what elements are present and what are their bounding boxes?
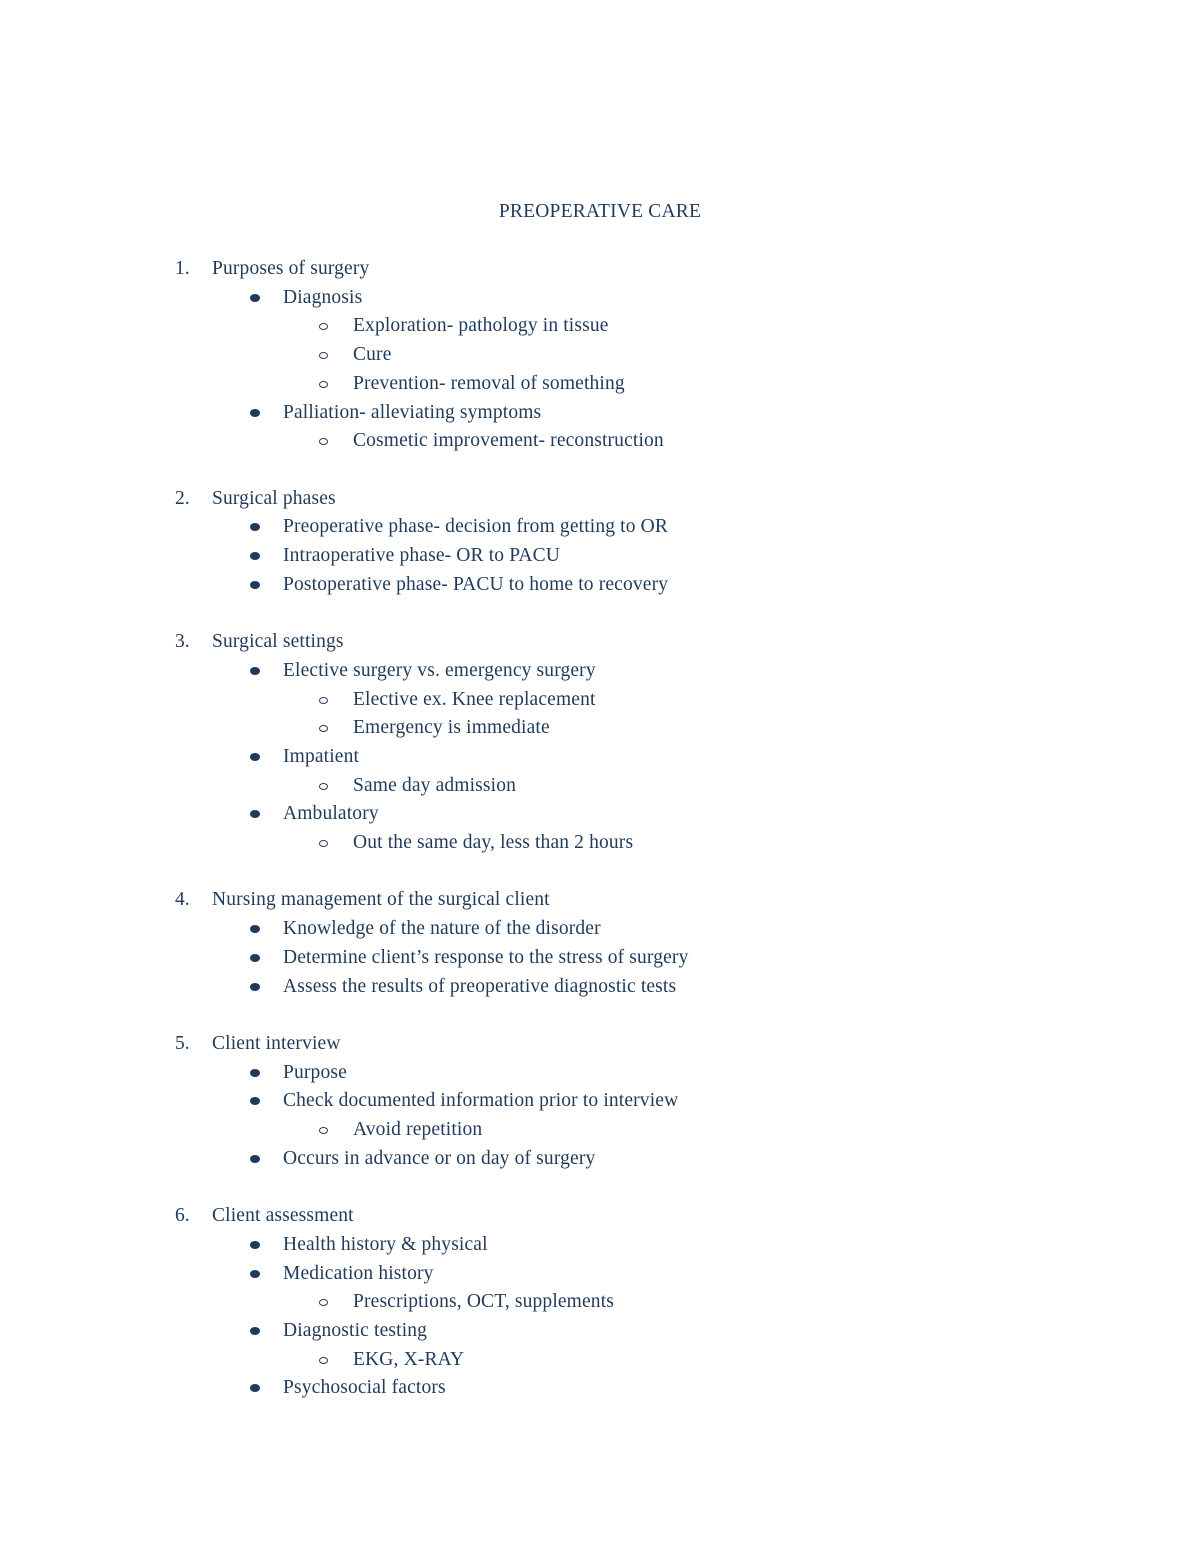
bullet-circle-icon [319,1357,328,1364]
sub-bullet-item: Avoid repetition [353,1119,483,1140]
bullet-item: Psychosocial factors [283,1377,446,1399]
bullet-circle-icon [319,840,328,847]
bullet-dot-icon [250,409,260,417]
bullet-item: Health history & physical [283,1233,488,1255]
section-heading: Client interview [212,1032,341,1054]
bullet-item: Intraoperative phase- OR to PACU [283,545,561,566]
bullet-dot-icon [250,294,260,302]
section-heading: Purposes of surgery [212,258,370,279]
sub-bullet-item: Exploration- pathology in tissue [353,315,609,337]
sub-bullet-item: Prevention- removal of something [353,372,625,394]
bullet-circle-icon [319,323,328,330]
bullet-dot-icon [250,1241,260,1249]
bullet-dot-icon [250,1270,260,1278]
section-heading: Nursing management of the surgical client [212,889,550,911]
sub-bullet-item: EKG, X-RAY [353,1348,465,1370]
sub-bullet-item: Emergency is immediate [353,717,550,739]
sub-bullet-item: Cure [353,344,392,366]
bullet-item: Check documented information prior to interview [283,1090,679,1112]
section-heading: Surgical phases [212,487,336,509]
sub-bullet-item: Same day admission [353,774,517,796]
sub-bullet-item: Cosmetic improvement- reconstruction [353,430,664,452]
bullet-dot-icon [250,523,260,531]
sub-bullet-item: Out the same day, less than 2 hours [353,832,634,853]
bullet-circle-icon [319,381,328,388]
bullet-circle-icon [319,697,328,704]
bullet-dot-icon [250,1384,260,1392]
section-number: 1. [175,258,190,279]
bullet-item: Purpose [283,1061,347,1083]
section-number: 3. [175,631,190,653]
bullet-item: Palliation- alleviating symptoms [283,401,542,423]
section-number: 4. [175,889,190,911]
bullet-circle-icon [319,783,328,790]
bullet-dot-icon [250,983,260,991]
bullet-dot-icon [250,954,260,962]
bullet-dot-icon [250,552,260,560]
section-heading: Surgical settings [212,631,344,653]
bullet-dot-icon [250,581,260,589]
sub-bullet-item: Elective ex. Knee replacement [353,688,596,710]
bullet-item: Preoperative phase- decision from getting to OR [283,516,669,538]
bullet-dot-icon [250,667,260,675]
bullet-item: Ambulatory [283,803,379,825]
bullet-item: Elective surgery vs. emergency surgery [283,659,596,681]
bullet-dot-icon [250,1155,260,1163]
bullet-item: Knowledge of the nature of the disorder [283,918,601,940]
section-number: 2. [175,487,190,509]
bullet-item: Determine client’s response to the stress of surgery [283,946,689,968]
bullet-item: Occurs in advance or on day of surgery [283,1147,596,1169]
bullet-circle-icon [319,725,328,732]
bullet-item: Diagnosis [283,286,363,308]
document-title: PREOPERATIVE CARE [498,201,702,222]
bullet-item: Medication history [283,1262,434,1284]
bullet-item: Impatient [283,745,360,767]
section-heading: Client assessment [212,1205,354,1227]
bullet-item: Postoperative phase- PACU to home to recovery [283,573,669,595]
bullet-dot-icon [250,753,260,761]
section-number: 6. [175,1205,190,1227]
bullet-circle-icon [319,1127,328,1134]
bullet-dot-icon [250,810,260,818]
bullet-dot-icon [250,1327,260,1335]
bullet-circle-icon [319,1299,328,1306]
bullet-dot-icon [250,925,260,933]
bullet-circle-icon [319,352,328,359]
bullet-dot-icon [250,1097,260,1105]
bullet-item: Diagnostic testing [283,1319,428,1341]
bullet-item: Assess the results of preoperative diagnostic tests [283,975,677,997]
sub-bullet-item: Prescriptions, OCT, supplements [353,1291,615,1313]
bullet-dot-icon [250,1069,260,1077]
section-number: 5. [175,1032,190,1054]
bullet-circle-icon [319,438,328,445]
